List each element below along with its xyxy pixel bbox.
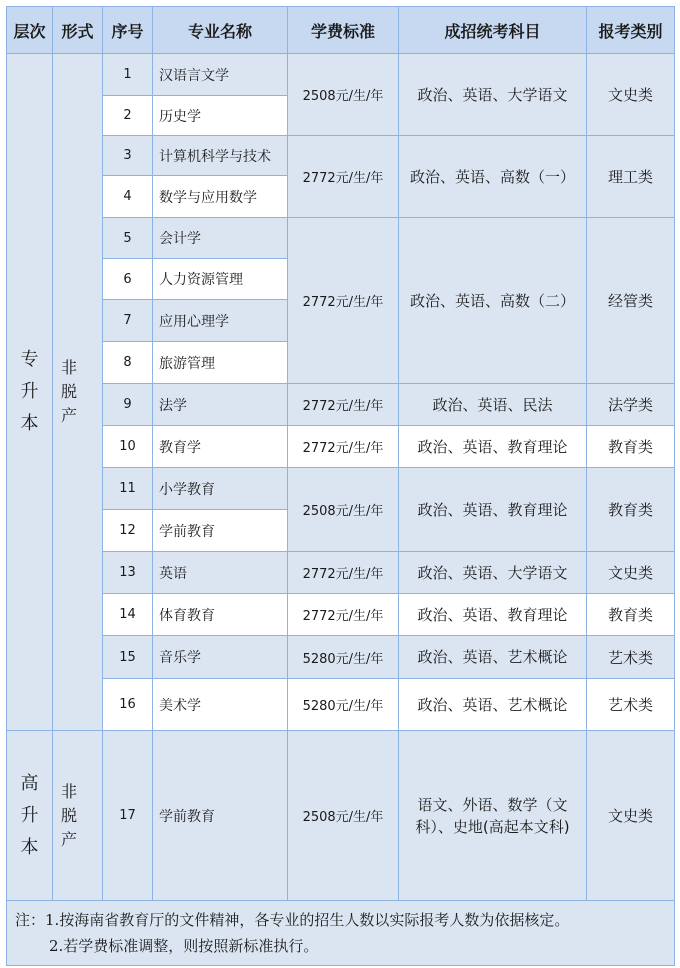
- fee-cell: 2508元/生/年: [288, 731, 399, 901]
- row-number: 8: [103, 342, 153, 384]
- row-number: 10: [103, 426, 153, 468]
- major-name: 体育教育: [153, 594, 288, 636]
- fee-cell: 2772元/生/年: [288, 218, 399, 384]
- level-char: 本: [20, 836, 39, 858]
- level-cell-zhuanshengben: [7, 54, 53, 731]
- major-name: 小学教育: [153, 468, 288, 510]
- exam-cell: 政治、英语、教育理论: [399, 468, 587, 552]
- major-name: 数学与应用数学: [153, 176, 288, 218]
- table-row: [7, 426, 675, 468]
- exam-line: 科）、史地(高起本文科): [415, 817, 570, 836]
- form-char: 脱: [61, 382, 78, 401]
- level-char: 升: [20, 804, 39, 826]
- category-cell: 艺术类: [587, 679, 675, 731]
- note-line-2: 2.若学费标准调整，则按照新标准执行。: [49, 937, 319, 955]
- table-row: [7, 468, 675, 510]
- row-number: 14: [103, 594, 153, 636]
- major-name: 会计学: [153, 218, 288, 259]
- table-row: [7, 636, 675, 679]
- row-number: 1: [103, 54, 153, 96]
- category-cell: 教育类: [587, 426, 675, 468]
- fee-cell: 2508元/生/年: [288, 468, 399, 552]
- fee-cell: 5280元/生/年: [288, 636, 399, 679]
- form-char: 非: [61, 781, 78, 801]
- row-number: 5: [103, 218, 153, 259]
- major-name: 历史学: [153, 96, 288, 136]
- category-cell: 教育类: [587, 468, 675, 552]
- level-char: 高: [20, 772, 39, 794]
- exam-cell: 政治、英语、教育理论: [399, 594, 587, 636]
- header-form: 形式: [53, 7, 103, 54]
- exam-line: 语文、外语、数学（文: [417, 795, 568, 814]
- fee-cell: 2772元/生/年: [288, 552, 399, 594]
- exam-cell: 政治、英语、艺术概论: [399, 636, 587, 679]
- exam-cell: 政治、英语、民法: [399, 384, 587, 426]
- header-major: 专业名称: [153, 7, 288, 54]
- category-cell: 文史类: [587, 731, 675, 901]
- major-name: 学前教育: [153, 510, 288, 552]
- row-number: 2: [103, 96, 153, 136]
- table-row: [7, 679, 675, 731]
- header-category: 报考类别: [587, 7, 675, 54]
- major-fee-table: [6, 6, 675, 966]
- header-fee: 学费标准: [288, 7, 399, 54]
- exam-cell: [399, 731, 587, 901]
- header-no: 序号: [103, 7, 153, 54]
- fee-cell: 2772元/生/年: [288, 426, 399, 468]
- exam-cell: 政治、英语、高数（二）: [399, 218, 587, 384]
- row-number: 15: [103, 636, 153, 679]
- exam-cell: 政治、英语、高数（一）: [399, 136, 587, 218]
- exam-cell: 政治、英语、大学语文: [399, 54, 587, 136]
- row-number: 3: [103, 136, 153, 176]
- notes-cell: [7, 901, 675, 966]
- level-char: 本: [20, 413, 39, 434]
- table-row: [7, 731, 675, 901]
- major-name: 汉语言文学: [153, 54, 288, 96]
- table-row: [7, 54, 675, 96]
- major-name: 人力资源管理: [153, 259, 288, 300]
- table-row: [7, 218, 675, 259]
- row-number: 12: [103, 510, 153, 552]
- major-name: 计算机科学与技术: [153, 136, 288, 176]
- form-cell: [53, 731, 103, 901]
- level-char: 升: [20, 381, 39, 402]
- table-row: [7, 594, 675, 636]
- category-cell: 艺术类: [587, 636, 675, 679]
- form-char: 产: [61, 406, 78, 425]
- row-number: 7: [103, 300, 153, 342]
- note-line-1: 注：1.按海南省教育厅的文件精神，各专业的招生人数以实际报考人数为依据核定。: [15, 911, 570, 929]
- row-number: 17: [103, 731, 153, 901]
- fee-cell: 5280元/生/年: [288, 679, 399, 731]
- category-cell: 经管类: [587, 218, 675, 384]
- row-number: 4: [103, 176, 153, 218]
- fee-cell: 2508元/生/年: [288, 54, 399, 136]
- notes-row: [7, 901, 675, 966]
- header-exam: 成招统考科目: [399, 7, 587, 54]
- fee-table-container: [6, 6, 674, 966]
- row-number: 16: [103, 679, 153, 731]
- category-cell: 文史类: [587, 54, 675, 136]
- exam-cell: 政治、英语、艺术概论: [399, 679, 587, 731]
- form-char: 非: [61, 358, 78, 377]
- form-char: 脱: [61, 805, 78, 825]
- table-row: [7, 552, 675, 594]
- major-name: 应用心理学: [153, 300, 288, 342]
- category-cell: 法学类: [587, 384, 675, 426]
- fee-cell: 2772元/生/年: [288, 384, 399, 426]
- level-char: 专: [20, 349, 39, 370]
- major-name: 学前教育: [153, 731, 288, 901]
- major-name: 法学: [153, 384, 288, 426]
- row-number: 11: [103, 468, 153, 510]
- form-cell: [53, 54, 103, 731]
- major-name: 教育学: [153, 426, 288, 468]
- major-name: 音乐学: [153, 636, 288, 679]
- row-number: 9: [103, 384, 153, 426]
- header-level: 层次: [7, 7, 53, 54]
- category-cell: 教育类: [587, 594, 675, 636]
- fee-cell: 2772元/生/年: [288, 136, 399, 218]
- category-cell: 理工类: [587, 136, 675, 218]
- form-char: 产: [61, 829, 78, 849]
- major-name: 旅游管理: [153, 342, 288, 384]
- exam-cell: 政治、英语、大学语文: [399, 552, 587, 594]
- major-name: 美术学: [153, 679, 288, 731]
- fee-cell: 2772元/生/年: [288, 594, 399, 636]
- table-row: [7, 136, 675, 176]
- table-row: [7, 384, 675, 426]
- table-header-row: [7, 7, 675, 54]
- row-number: 6: [103, 259, 153, 300]
- level-cell-gaoshengben: [7, 731, 53, 901]
- row-number: 13: [103, 552, 153, 594]
- exam-cell: 政治、英语、教育理论: [399, 426, 587, 468]
- major-name: 英语: [153, 552, 288, 594]
- category-cell: 文史类: [587, 552, 675, 594]
